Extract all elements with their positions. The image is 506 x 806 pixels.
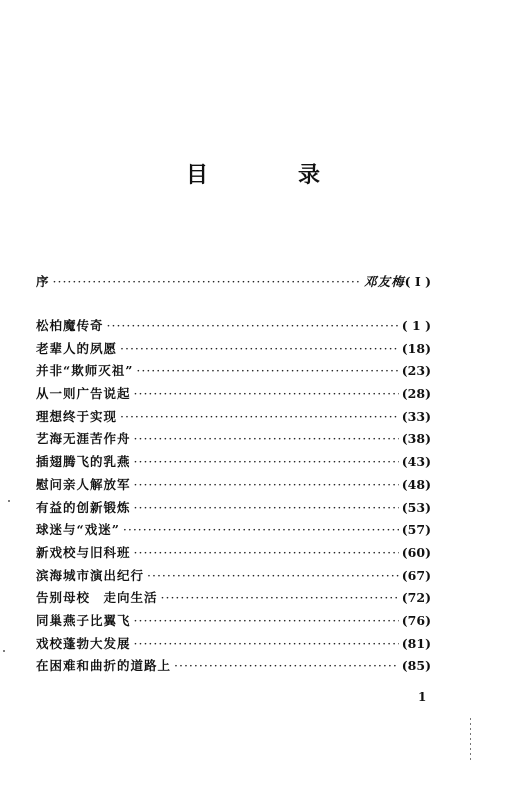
toc-row (36, 452, 431, 475)
entry-title: 告别母校 走向生活 (36, 590, 158, 606)
toc-row (36, 566, 431, 589)
entry-page: (81) (401, 635, 431, 651)
dot-leader (161, 590, 399, 605)
dot-leader (134, 431, 399, 446)
entry-title: 慰问亲人解放军 (36, 476, 131, 492)
toc-list (36, 316, 431, 679)
entry-title: 滨海城市演出纪行 (36, 567, 145, 583)
scan-edge-mark (470, 718, 471, 763)
page-title: 目 录 (185, 162, 354, 188)
toc-row (36, 429, 431, 452)
toc-row (36, 588, 431, 611)
entry-title: 新戏校与旧科班 (36, 544, 131, 560)
dot-leader (120, 341, 399, 356)
entry-title: 插翅腾飞的乳燕 (36, 454, 131, 470)
entry-page: (60) (401, 544, 431, 560)
preface-author: 邓友梅 (364, 274, 405, 289)
toc-row (36, 316, 431, 339)
entry-title: 球迷与“戏迷” (36, 522, 120, 538)
entry-page: (28) (401, 386, 431, 402)
entry-page: (33) (401, 408, 431, 424)
entry-title: 戏校蓬勃大发展 (36, 635, 131, 651)
entry-page: (43) (401, 454, 431, 470)
toc-row (36, 498, 431, 521)
dot-leader (134, 545, 399, 560)
dot-leader (147, 568, 399, 583)
dot-leader (134, 386, 399, 401)
preface-page: ( I ) (404, 274, 431, 289)
toc-row (36, 611, 431, 634)
entry-page: (72) (401, 590, 431, 606)
entry-title: 理想终于实现 (36, 408, 118, 424)
entry-page: (48) (401, 476, 431, 492)
toc-row (36, 384, 431, 407)
dot-leader (174, 658, 399, 673)
entry-page: (67) (401, 567, 431, 583)
dot-leader (120, 409, 399, 424)
entry-page: (23) (401, 363, 431, 379)
entry-page: (85) (401, 658, 431, 674)
scan-speck (3, 650, 5, 652)
entry-title: 在困难和曲折的道路上 (36, 658, 172, 674)
dot-leader (136, 363, 398, 378)
preface-entry (36, 272, 431, 295)
toc-row (36, 543, 431, 566)
dot-leader (53, 274, 362, 289)
entry-page: (18) (401, 340, 431, 356)
toc-row (36, 339, 431, 362)
toc-row (36, 656, 431, 679)
scan-speck (8, 500, 10, 502)
entry-title: 并非“欺师灭祖” (36, 363, 134, 379)
entry-page: (57) (401, 522, 431, 538)
dot-leader (134, 613, 399, 628)
entry-page: ( 1 ) (401, 318, 431, 333)
entry-title: 松柏魔传奇 (36, 318, 104, 333)
entry-title: 从一则广告说起 (36, 386, 131, 402)
dot-leader (134, 454, 399, 469)
dot-leader (134, 636, 399, 651)
page-number: 1 (418, 690, 427, 704)
dot-leader (134, 500, 399, 515)
toc-row (36, 475, 431, 498)
preface-title: 序 (36, 274, 50, 289)
entry-title: 艺海无涯苦作舟 (36, 431, 131, 447)
toc-row (36, 407, 431, 430)
toc-row (36, 520, 431, 543)
entry-title: 有益的创新锻炼 (36, 499, 131, 515)
entry-page: (76) (401, 612, 431, 628)
toc-row (36, 634, 431, 657)
entry-page: (53) (401, 499, 431, 515)
dot-leader (123, 522, 399, 537)
entry-title: 同巢燕子比翼飞 (36, 612, 131, 628)
entry-title: 老辈人的夙愿 (36, 340, 118, 356)
dot-leader (134, 477, 399, 492)
toc-row (36, 361, 431, 384)
toc-row-preface (36, 272, 431, 295)
entry-page: (38) (401, 431, 431, 447)
dot-leader (107, 318, 399, 333)
